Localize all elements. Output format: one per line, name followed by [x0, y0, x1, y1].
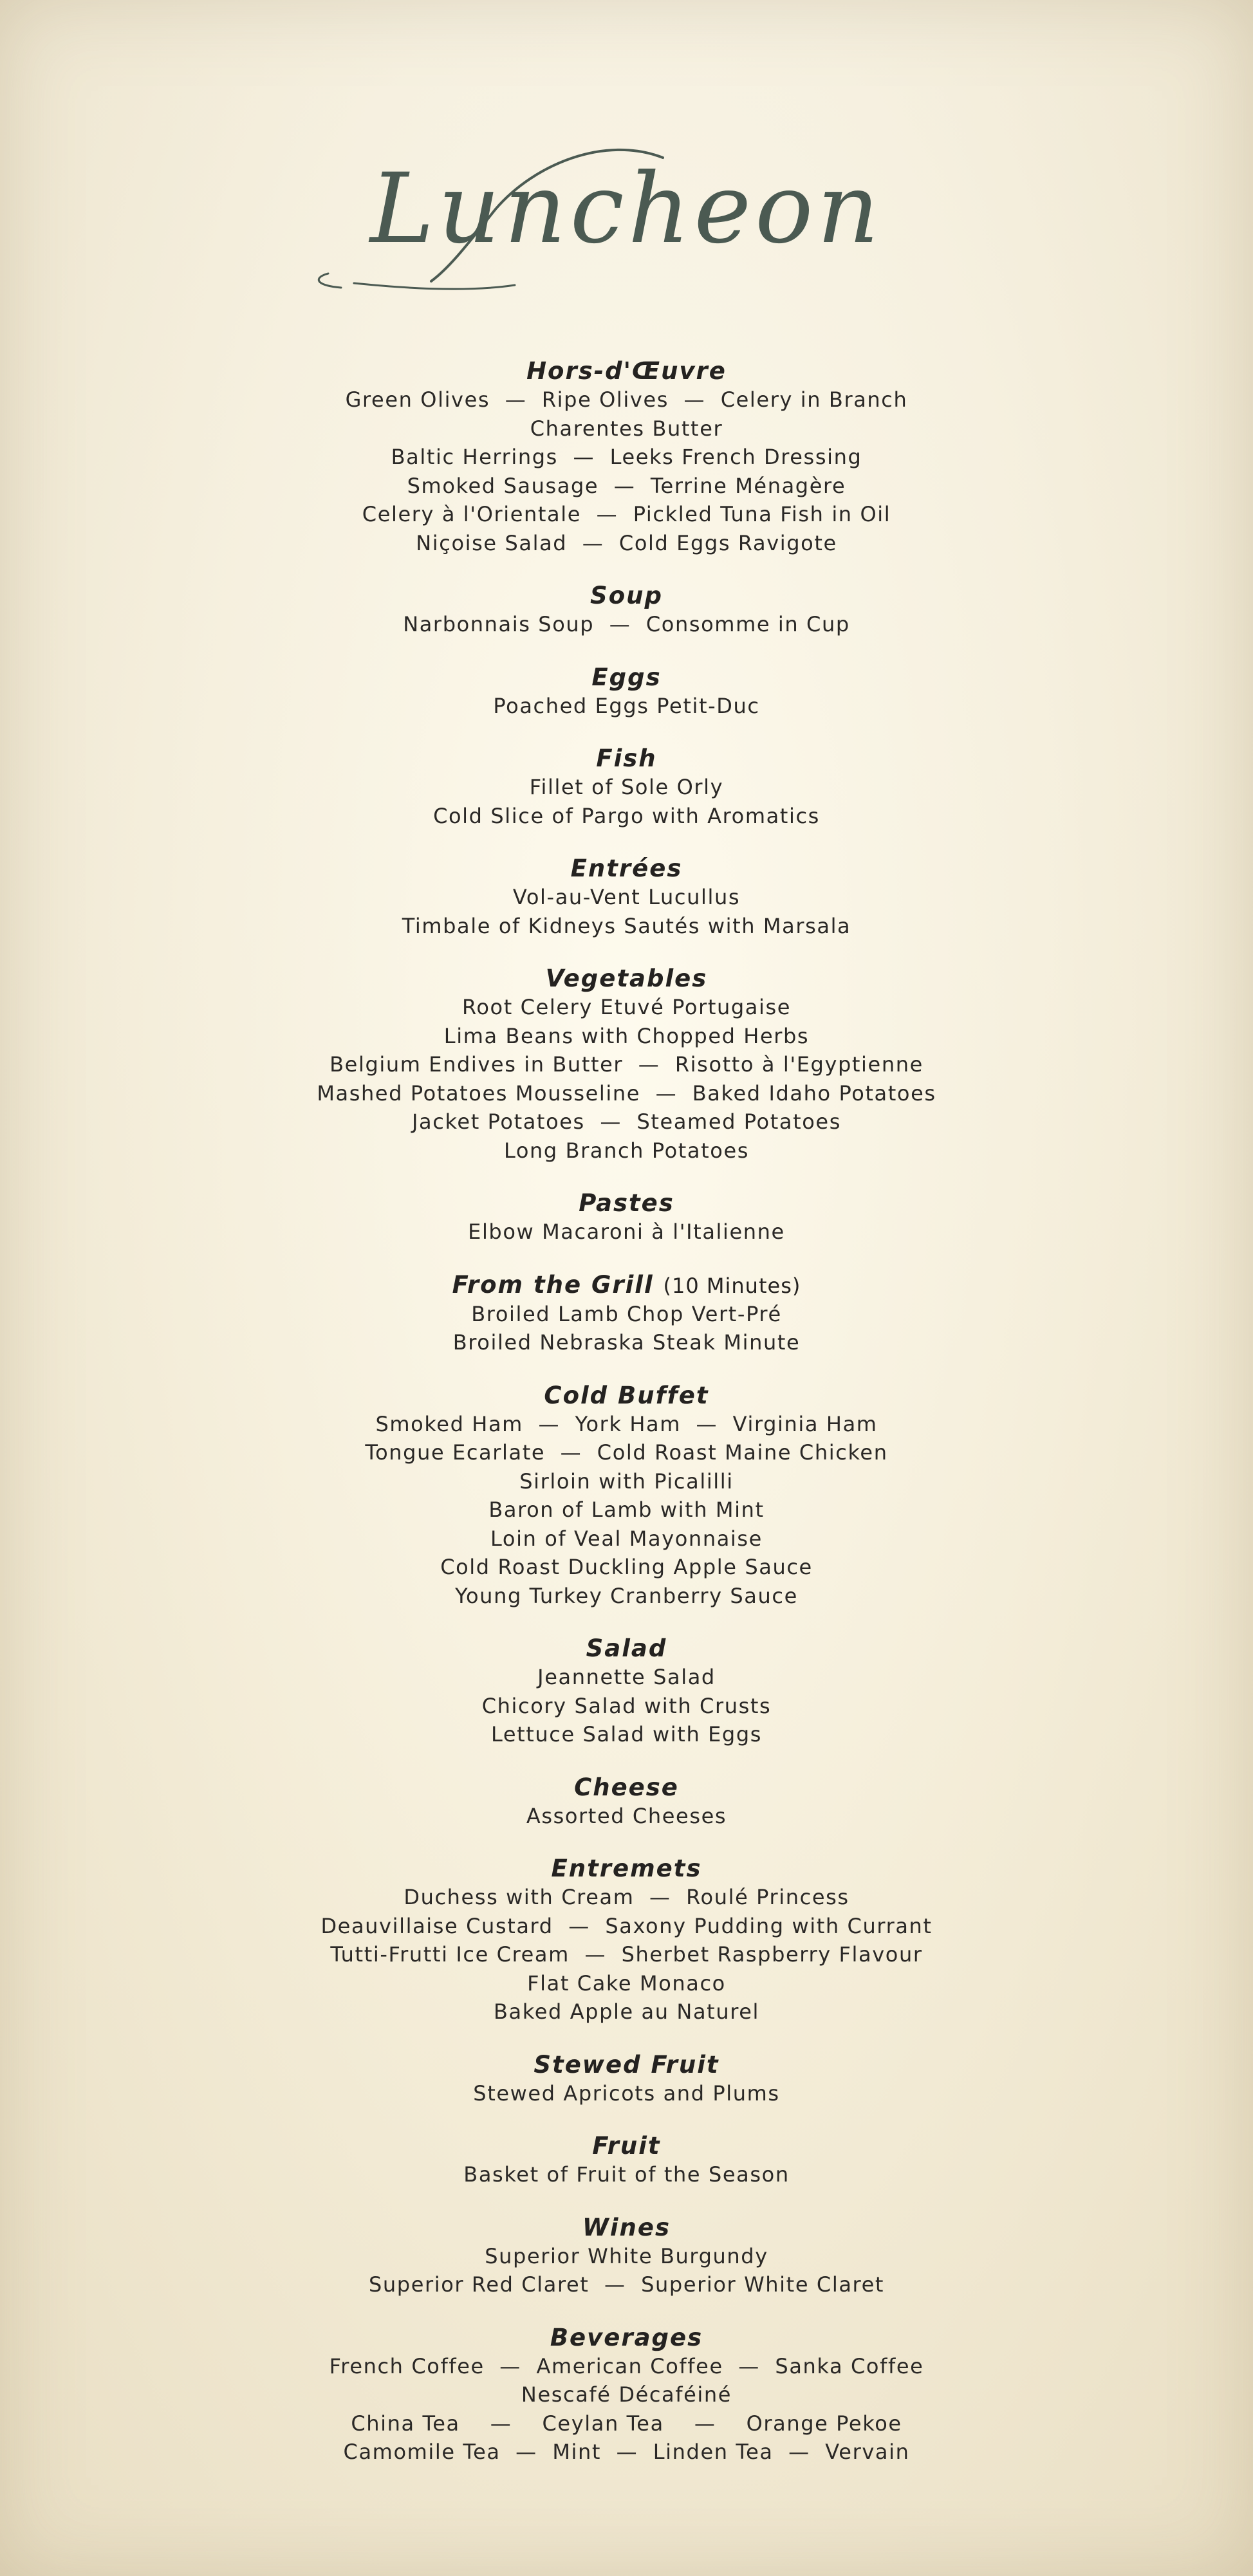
- section-heading: [0, 1189, 1253, 1218]
- menu-item: Sirloin with Picalilli: [519, 1469, 734, 1494]
- menu-item: Deauvillaise Custard — Saxony Pudding with Currant: [320, 1913, 933, 1938]
- menu-item: Charentes Butter: [530, 416, 723, 441]
- section-gap: [0, 2108, 1253, 2132]
- section-heading-text: Entremets: [551, 1855, 702, 1882]
- menu-item: Assorted Cheeses: [526, 1803, 727, 1828]
- section-gap: [0, 2026, 1253, 2051]
- title-text: Luncheon: [369, 153, 884, 265]
- menu-item: Superior White Burgundy: [485, 2243, 768, 2268]
- section-heading-text: Wines: [582, 2213, 671, 2241]
- menu-section: [0, 1635, 1253, 1749]
- menu-item: Tutti-Frutti Ice Cream — Sherbet Raspberry Flavour: [330, 1942, 923, 1967]
- menu-section: [0, 1189, 1253, 1246]
- section-gap: [0, 1749, 1253, 1774]
- section-heading: [0, 745, 1253, 773]
- section-gap: [0, 720, 1253, 745]
- section-gap: [0, 2189, 1253, 2214]
- section-gap: [0, 1610, 1253, 1635]
- section-heading-text: Eggs: [591, 663, 662, 691]
- section-heading-text: Entrées: [570, 855, 683, 882]
- section-heading-text: Soup: [590, 582, 663, 609]
- section-gap: [0, 1830, 1253, 1855]
- menu-item: Cold Roast Duckling Apple Sauce: [440, 1555, 813, 1579]
- section-gap: [0, 1357, 1253, 1382]
- section-heading-text: Beverages: [550, 2323, 703, 2351]
- section-heading: [0, 2214, 1253, 2242]
- section-heading-text: Cold Buffet: [544, 1381, 709, 1409]
- section-heading: [0, 1774, 1253, 1802]
- menu-item: Flat Cake Monaco: [527, 1970, 726, 1996]
- menu-item: Cold Slice of Pargo with Aromatics: [433, 803, 820, 828]
- section-heading: [0, 2324, 1253, 2352]
- section-gap: [0, 1165, 1253, 1189]
- menu-item: Vol-au-Vent Lucullus: [512, 885, 741, 909]
- menu-item: Jacket Potatoes — Steamed Potatoes: [412, 1109, 841, 1134]
- menu-item: Tongue Ecarlate — Cold Roast Maine Chicken: [365, 1440, 888, 1465]
- menu-item: Niçoise Salad — Cold Eggs Ravigote: [416, 530, 837, 555]
- section-heading-text: Fruit: [592, 2132, 661, 2160]
- menu-item: Baron of Lamb with Mint: [488, 1497, 765, 1522]
- section-gap: [0, 2299, 1253, 2324]
- section-heading: [0, 1382, 1253, 1410]
- menu-item: Nescafé Décaféiné: [521, 2382, 732, 2407]
- menu-item: Smoked Ham — York Ham — Virginia Ham: [375, 1411, 878, 1436]
- menu-item: Smoked Sausage — Terrine Ménagère: [407, 473, 846, 498]
- section-heading-text: Pastes: [579, 1189, 674, 1217]
- menu-section: [0, 2324, 1253, 2467]
- menu-section: [0, 2132, 1253, 2189]
- menu-item: Jeannette Salad: [537, 1665, 716, 1689]
- menu-item: Green Olives — Ripe Olives — Celery in Branch: [345, 387, 908, 412]
- menu-item: Root Celery Etuvé Portugaise: [461, 995, 792, 1019]
- section-heading: [0, 1271, 1253, 1300]
- menu-section: [0, 1382, 1253, 1611]
- section-heading: [0, 582, 1253, 610]
- menu-section: [0, 582, 1253, 639]
- section-heading: [0, 357, 1253, 385]
- menu-item: Timbale of Kidneys Sautés with Marsala: [402, 913, 851, 938]
- menu-item: Long Branch Potatoes: [503, 1138, 750, 1163]
- menu-item: Baltic Herrings — Leeks French Dressing: [391, 445, 862, 469]
- section-heading-text: Vegetables: [545, 965, 708, 992]
- section-heading-text: Fish: [596, 745, 657, 772]
- menu-item: Camomile Tea — Mint — Linden Tea — Vervain: [343, 2440, 910, 2464]
- section-gap: [0, 557, 1253, 582]
- menu-item: Poached Eggs Petit-Duc: [493, 693, 760, 718]
- menu-item: Broiled Nebraska Steak Minute: [452, 1330, 801, 1355]
- menu-item: China Tea — Ceylan Tea — Orange Pekoe: [351, 2411, 902, 2436]
- section-heading: [0, 2051, 1253, 2079]
- section-heading: [0, 855, 1253, 883]
- menu-sections: [0, 357, 1253, 2467]
- section-heading-text: Salad: [586, 1635, 667, 1662]
- menu-item: Baked Apple au Naturel: [493, 1999, 760, 2024]
- section-gap: [0, 639, 1253, 663]
- section-heading-text: Stewed Fruit: [534, 2050, 719, 2079]
- menu-item: Superior Red Claret — Superior White Claret: [368, 2272, 885, 2297]
- section-heading: [0, 663, 1253, 692]
- section-heading: [0, 2132, 1253, 2160]
- section-heading: [0, 1855, 1253, 1883]
- menu-item: Elbow Macaroni à l'Italienne: [468, 1219, 785, 1244]
- menu-section: [0, 965, 1253, 1165]
- section-gap: [0, 830, 1253, 855]
- section-heading-text: From the Grill: [452, 1270, 654, 1299]
- menu-item: Basket of Fruit of the Season: [463, 2162, 790, 2187]
- menu-section: [0, 2051, 1253, 2108]
- section-gap: [0, 1246, 1253, 1271]
- menu-item: Duchess with Cream — Roulé Princess: [404, 1885, 849, 1909]
- menu-section: [0, 1774, 1253, 1831]
- section-heading: [0, 1635, 1253, 1663]
- menu-title: [0, 153, 1253, 265]
- menu-item: Lettuce Salad with Eggs: [490, 1722, 763, 1747]
- menu-section: [0, 2214, 1253, 2299]
- menu-item: Loin of Veal Mayonnaise: [490, 1526, 763, 1551]
- menu-item: Celery à l'Orientale — Pickled Tuna Fish in Oil: [362, 502, 891, 526]
- section-heading-text: Cheese: [574, 1773, 679, 1801]
- menu-item: French Coffee — American Coffee — Sanka Coffee: [329, 2353, 924, 2378]
- menu-item: Mashed Potatoes Mousseline — Baked Idaho Potatoes: [317, 1080, 936, 1106]
- menu-item: Lima Beans with Chopped Herbs: [443, 1023, 810, 1048]
- menu-item: Narbonnais Soup — Consomme in Cup: [403, 612, 850, 636]
- menu-section: [0, 663, 1253, 721]
- menu-item: Young Turkey Cranberry Sauce: [455, 1583, 798, 1608]
- menu-item: Chicory Salad with Crusts: [481, 1693, 772, 1718]
- section-heading: [0, 965, 1253, 993]
- menu-section: [0, 1271, 1253, 1357]
- menu-section: [0, 855, 1253, 940]
- menu-item: Stewed Apricots and Plums: [473, 2080, 780, 2106]
- menu-item: Belgium Endives in Butter — Risotto à l'Egyptienne: [329, 1052, 924, 1077]
- menu-item: Fillet of Sole Orly: [529, 775, 724, 799]
- menu-item: Broiled Lamb Chop Vert-Pré: [471, 1301, 782, 1326]
- section-heading-text: Hors-d'Œuvre: [526, 357, 727, 385]
- menu-section: [0, 745, 1253, 830]
- menu-section: [0, 357, 1253, 557]
- section-gap: [0, 940, 1253, 965]
- menu-section: [0, 1855, 1253, 2026]
- section-heading-note: (10 Minutes): [663, 1273, 801, 1298]
